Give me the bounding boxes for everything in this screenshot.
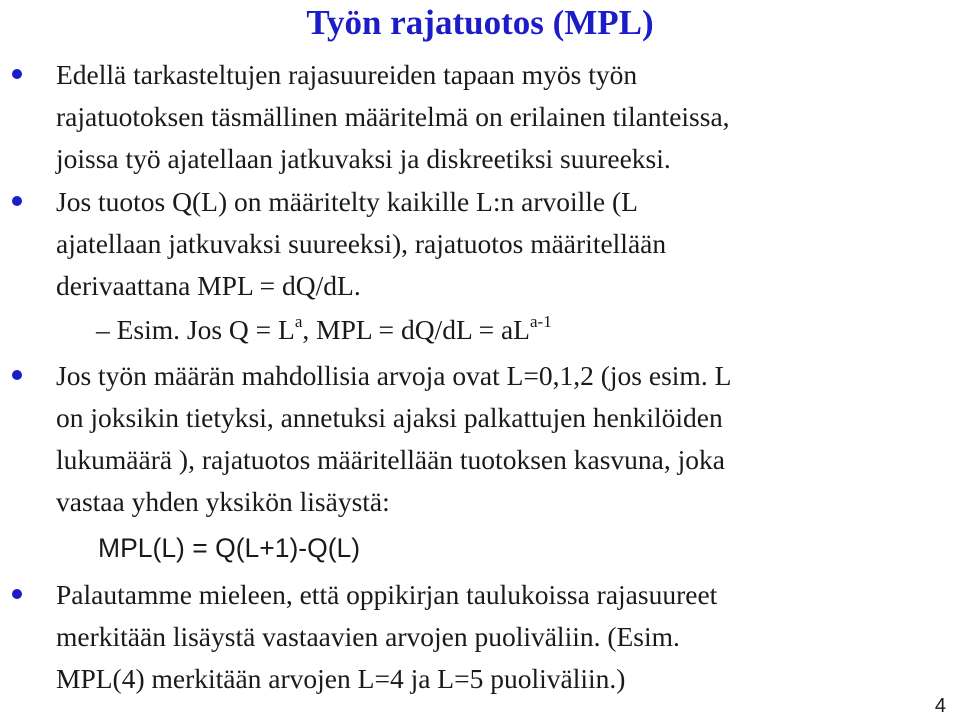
mpl-formula: MPL(L) = Q(L+1)-Q(L) [98, 533, 361, 563]
bullet3-line: on joksikin tietyksi, annetuksi ajaksi palkattujen henkilöiden [56, 402, 723, 433]
bullet3-line: lukumäärä ), rajatuotos määritellään tuotoksen kasvuna, joka [56, 444, 725, 475]
example-prefix: – Esim. Jos Q = L [96, 314, 295, 345]
bullet4-line: MPL(4) merkitään arvojen L=4 ja L=5 puoliväliin.) [56, 663, 626, 694]
example-exponent: a [294, 311, 303, 331]
bullet3-line: vastaa yhden yksikön lisäystä: [56, 486, 390, 517]
example-line [96, 309, 552, 351]
bullet2-line: Jos tuotos Q(L) on määritelty kaikille L:n arvoille (L [56, 186, 638, 217]
bullet-marker [12, 69, 22, 79]
bullet-marker [12, 589, 22, 599]
bullet3-line: Jos työn määrän mahdollisia arvoja ovat L=0,1,2 (jos esim. L [56, 360, 732, 391]
bullet2-line: ajatellaan jatkuvaksi suureeksi), rajatuotos määritellään [56, 228, 667, 259]
slide-title: Työn rajatuotos (MPL) [306, 3, 654, 42]
bullet1-line: joissa työ ajatellaan jatkuvaksi ja diskreetiksi suureeksi. [56, 143, 671, 174]
bullet4-line: merkitään lisäystä vastaavien arvojen puoliväliin. (Esim. [56, 621, 680, 652]
bullet4-line: Palautamme mieleen, että oppikirjan taulukoissa rajasuureet [56, 579, 718, 610]
bullet1-line: rajatuotoksen täsmällinen määritelmä on erilainen tilanteissa, [56, 101, 730, 132]
bullet2-line: derivaattana MPL = dQ/dL. [56, 270, 361, 301]
example-exponent: a-1 [529, 311, 552, 331]
bullet1-line: Edellä tarkasteltujen rajasuureiden tapaan myös työn [56, 59, 638, 90]
example-middle: , MPL = dQ/dL = aL [302, 314, 530, 345]
bullet-marker [12, 196, 22, 206]
bullet-marker [12, 370, 22, 380]
page-number: 4 [934, 695, 946, 717]
